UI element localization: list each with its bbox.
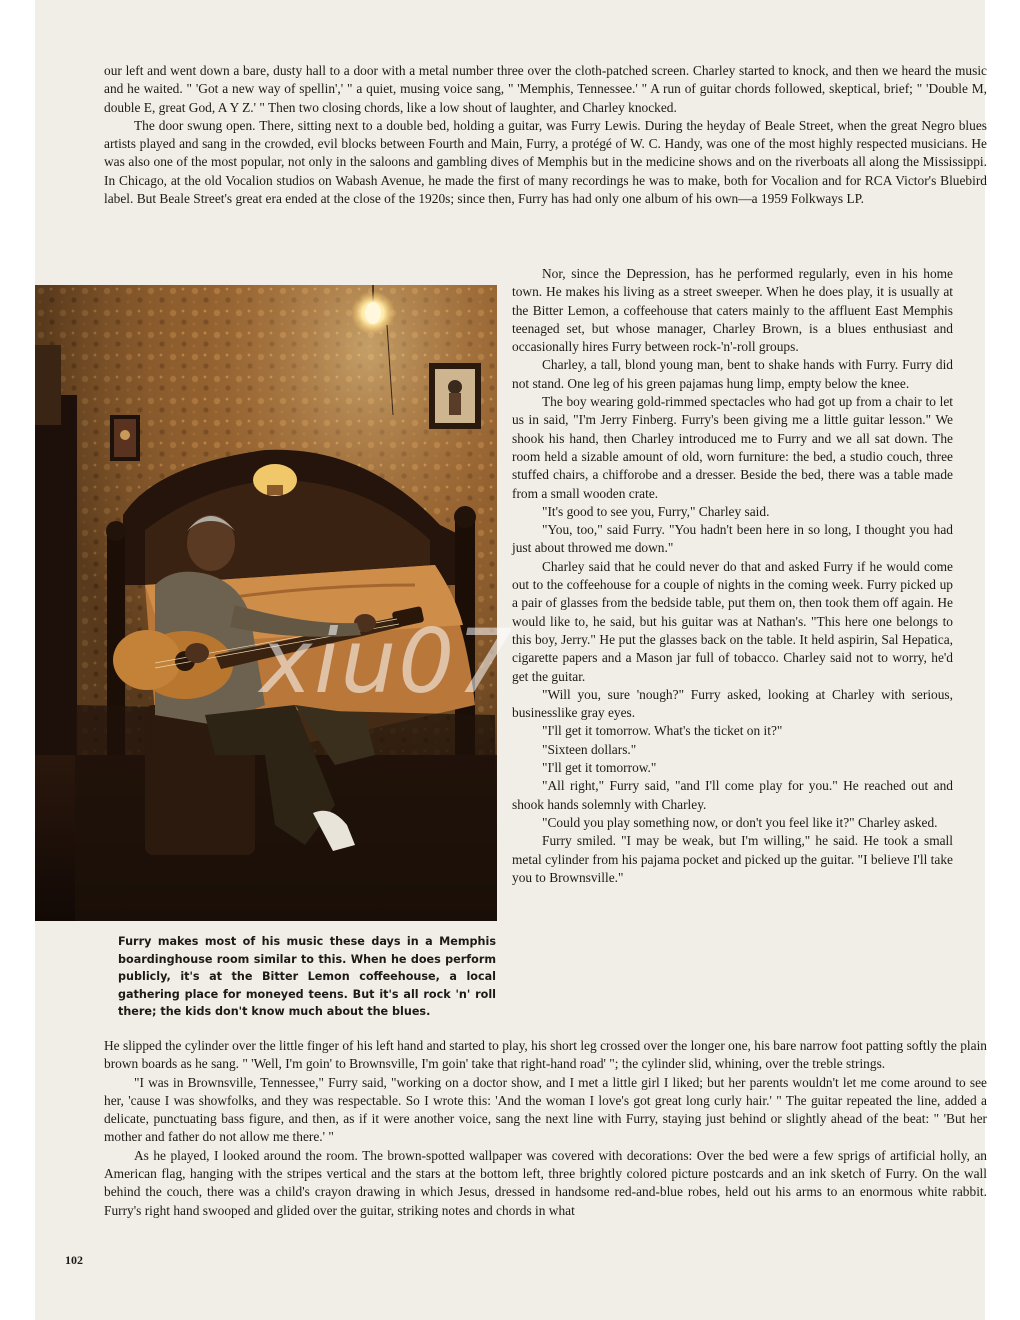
article-right-column xyxy=(512,265,953,887)
paragraph: As he played, I looked around the room. The brown-spotted wallpaper was covered with decorations: Over the bed were a few sprigs of artificial holly, an American flag, hanging with the stripes vertical and the stars at the bottom left, three brightly colored picture postcards and an ink sketch of Furry. On the wall behind the couch, there was a child's crayon drawing in which Jesus, dressed in handsome red-and-blue robes, held out his arms to an enormous white rabbit. Furry's right hand swooped and glided over the guitar, striking notes and chords in what xyxy=(104,1147,987,1218)
paragraph: "It's good to see you, Furry," Charley said. xyxy=(542,503,770,519)
watermark: xiu07 xyxy=(260,610,515,713)
photo-caption: Furry makes most of his music these days in a Memphis boardinghouse room similar to this. When he does perform publicly, it's at the Bitter Lemon coffeehouse, a local gathering place for moneyed teens. But it's all rock 'n' roll there; the kids don't know much about the blues. xyxy=(118,935,496,1018)
paragraph: He slipped the cylinder over the little finger of his left hand and started to play, his short leg crossed over the longer one, his bare narrow foot patting softly the plain brown boards as he sang. " 'Well, I'm goin' to Brownsville, I'm goin' take that right-hand road' "; the cylinder slid, whining, over the treble strings. xyxy=(104,1038,987,1072)
paragraph: The boy wearing gold-rimmed spectacles who had got up from a chair to let us in said, "I'm Jerry Finberg. Furry's been giving me a little guitar lesson." We shook his hand, then Charley introduced me to Furry and we all sat down. The room held a sizable amount of old, worn furniture: the bed, a studio couch, three stuffed chairs, a chifforobe and a dresser. Beside the bed, there was a table made from a small wooden crate. xyxy=(512,394,953,501)
paragraph: Charley, a tall, blond young man, bent to shake hands with Furry. Furry did not stand. One leg of his green pajamas hung limp, empty below the knee. xyxy=(512,357,953,391)
paragraph: Charley said that he could never do that and asked Furry if he would come out to the coffeehouse for a couple of nights in the coming week. Furry picked up a pair of glasses from the bedside table, put them on, then took them off again. He would like to, he said, but his guitar was at Nathan's. "This here one belongs to this boy, Jerry." He put the glasses back on the table. It held aspirin, Sal Hepatica, cigarette papers and a Mason jar full of tobacco. Charley said not to worry, he'd get the guitar. xyxy=(512,558,953,684)
paragraph: "Sixteen dollars." xyxy=(542,741,637,757)
article-top-text xyxy=(104,62,987,208)
paragraph: "I'll get it tomorrow." xyxy=(542,760,657,776)
furry-lewis-photo xyxy=(35,285,497,921)
paragraph: "All right," Furry said, "and I'll come play for you." He reached out and shook hands solemnly with Charley. xyxy=(512,778,953,812)
magazine-page xyxy=(35,0,985,1320)
paragraph: "Will you, sure 'nough?" Furry asked, looking at Charley with serious, businesslike gray eyes. xyxy=(512,686,953,721)
paragraph: Furry smiled. "I may be weak, but I'm willing," he said. He took a small metal cylinder from his pajama pocket and picked up the guitar. "I believe I'll take you to Brownsville." xyxy=(512,833,953,885)
article-bottom-text xyxy=(104,1037,987,1220)
paragraph: "You, too," said Furry. "You hadn't been here in so long, I thought you had just about throwed me down." xyxy=(512,522,953,556)
paragraph: our left and went down a bare, dusty hall to a door with a metal number three over the cloth-patched screen. Charley started to knock, and then we heard the music and he waited. " 'Got a new way of spellin',' " a quiet, musing voice sang, " 'Memphis, Tennessee.' " A run of guitar chords followed, skeptical, brief; " 'Double M, double E, great God, A Y Z.' " Then two closing chords, like a low shout of laughter, and Charley knocked. xyxy=(104,63,987,115)
paragraph: "I was in Brownsville, Tennessee," Furry said, "working on a doctor show, and I met a little girl I liked; but her parents wouldn't let me come around to see her, 'cause I was showfolks, and they was respectable. So I wrote this: 'And the woman I love's got great long curly hair.' " The guitar repeated the line, added a delicate, punctuating bass figure, and then, as if it were another voice, sang the next line with Furry, staying just behind or slightly ahead of the beat: " 'But her mother and father do not allow me there.' " xyxy=(104,1074,987,1145)
paragraph: Nor, since the Depression, has he performed regularly, even in his home town. He makes his living as a street sweeper. When he does play, it is usually at the Bitter Lemon, a coffeehouse that caters mainly to the affluent East Memphis teenaged set, but whose manager, Charley Brown, is a blues enthusiast and occasionally hires Furry between rock-'n'-roll groups. xyxy=(512,266,953,355)
paragraph: "Could you play something now, or don't you feel like it?" Charley asked. xyxy=(542,814,938,830)
page-number: 102 xyxy=(65,1253,83,1267)
paragraph: "I'll get it tomorrow. What's the ticket on it?" xyxy=(542,723,783,739)
paragraph: The door swung open. There, sitting next to a double bed, holding a guitar, was Furry Lewis. During the heyday of Beale Street, when the great Negro blues artists played and sang in the crowded, evil blocks between Fourth and Main, Furry, a protégé of W. C. Handy, was one of the most highly respected musicians. He was also one of the most popular, not only in the saloons and gambling dives of Memphis but in the medicine shows and on the riverboats all along the Mississippi. In Chicago, at the old Vocalion studios on Wabash Avenue, he made the first of many recordings he was to make, both for Vocalion and for RCA Victor's Bluebird label. But Beale Street's great era ended at the close of the 1920s; since then, Furry has had only one album of his own—a 1959 Folkways LP. xyxy=(104,117,987,207)
